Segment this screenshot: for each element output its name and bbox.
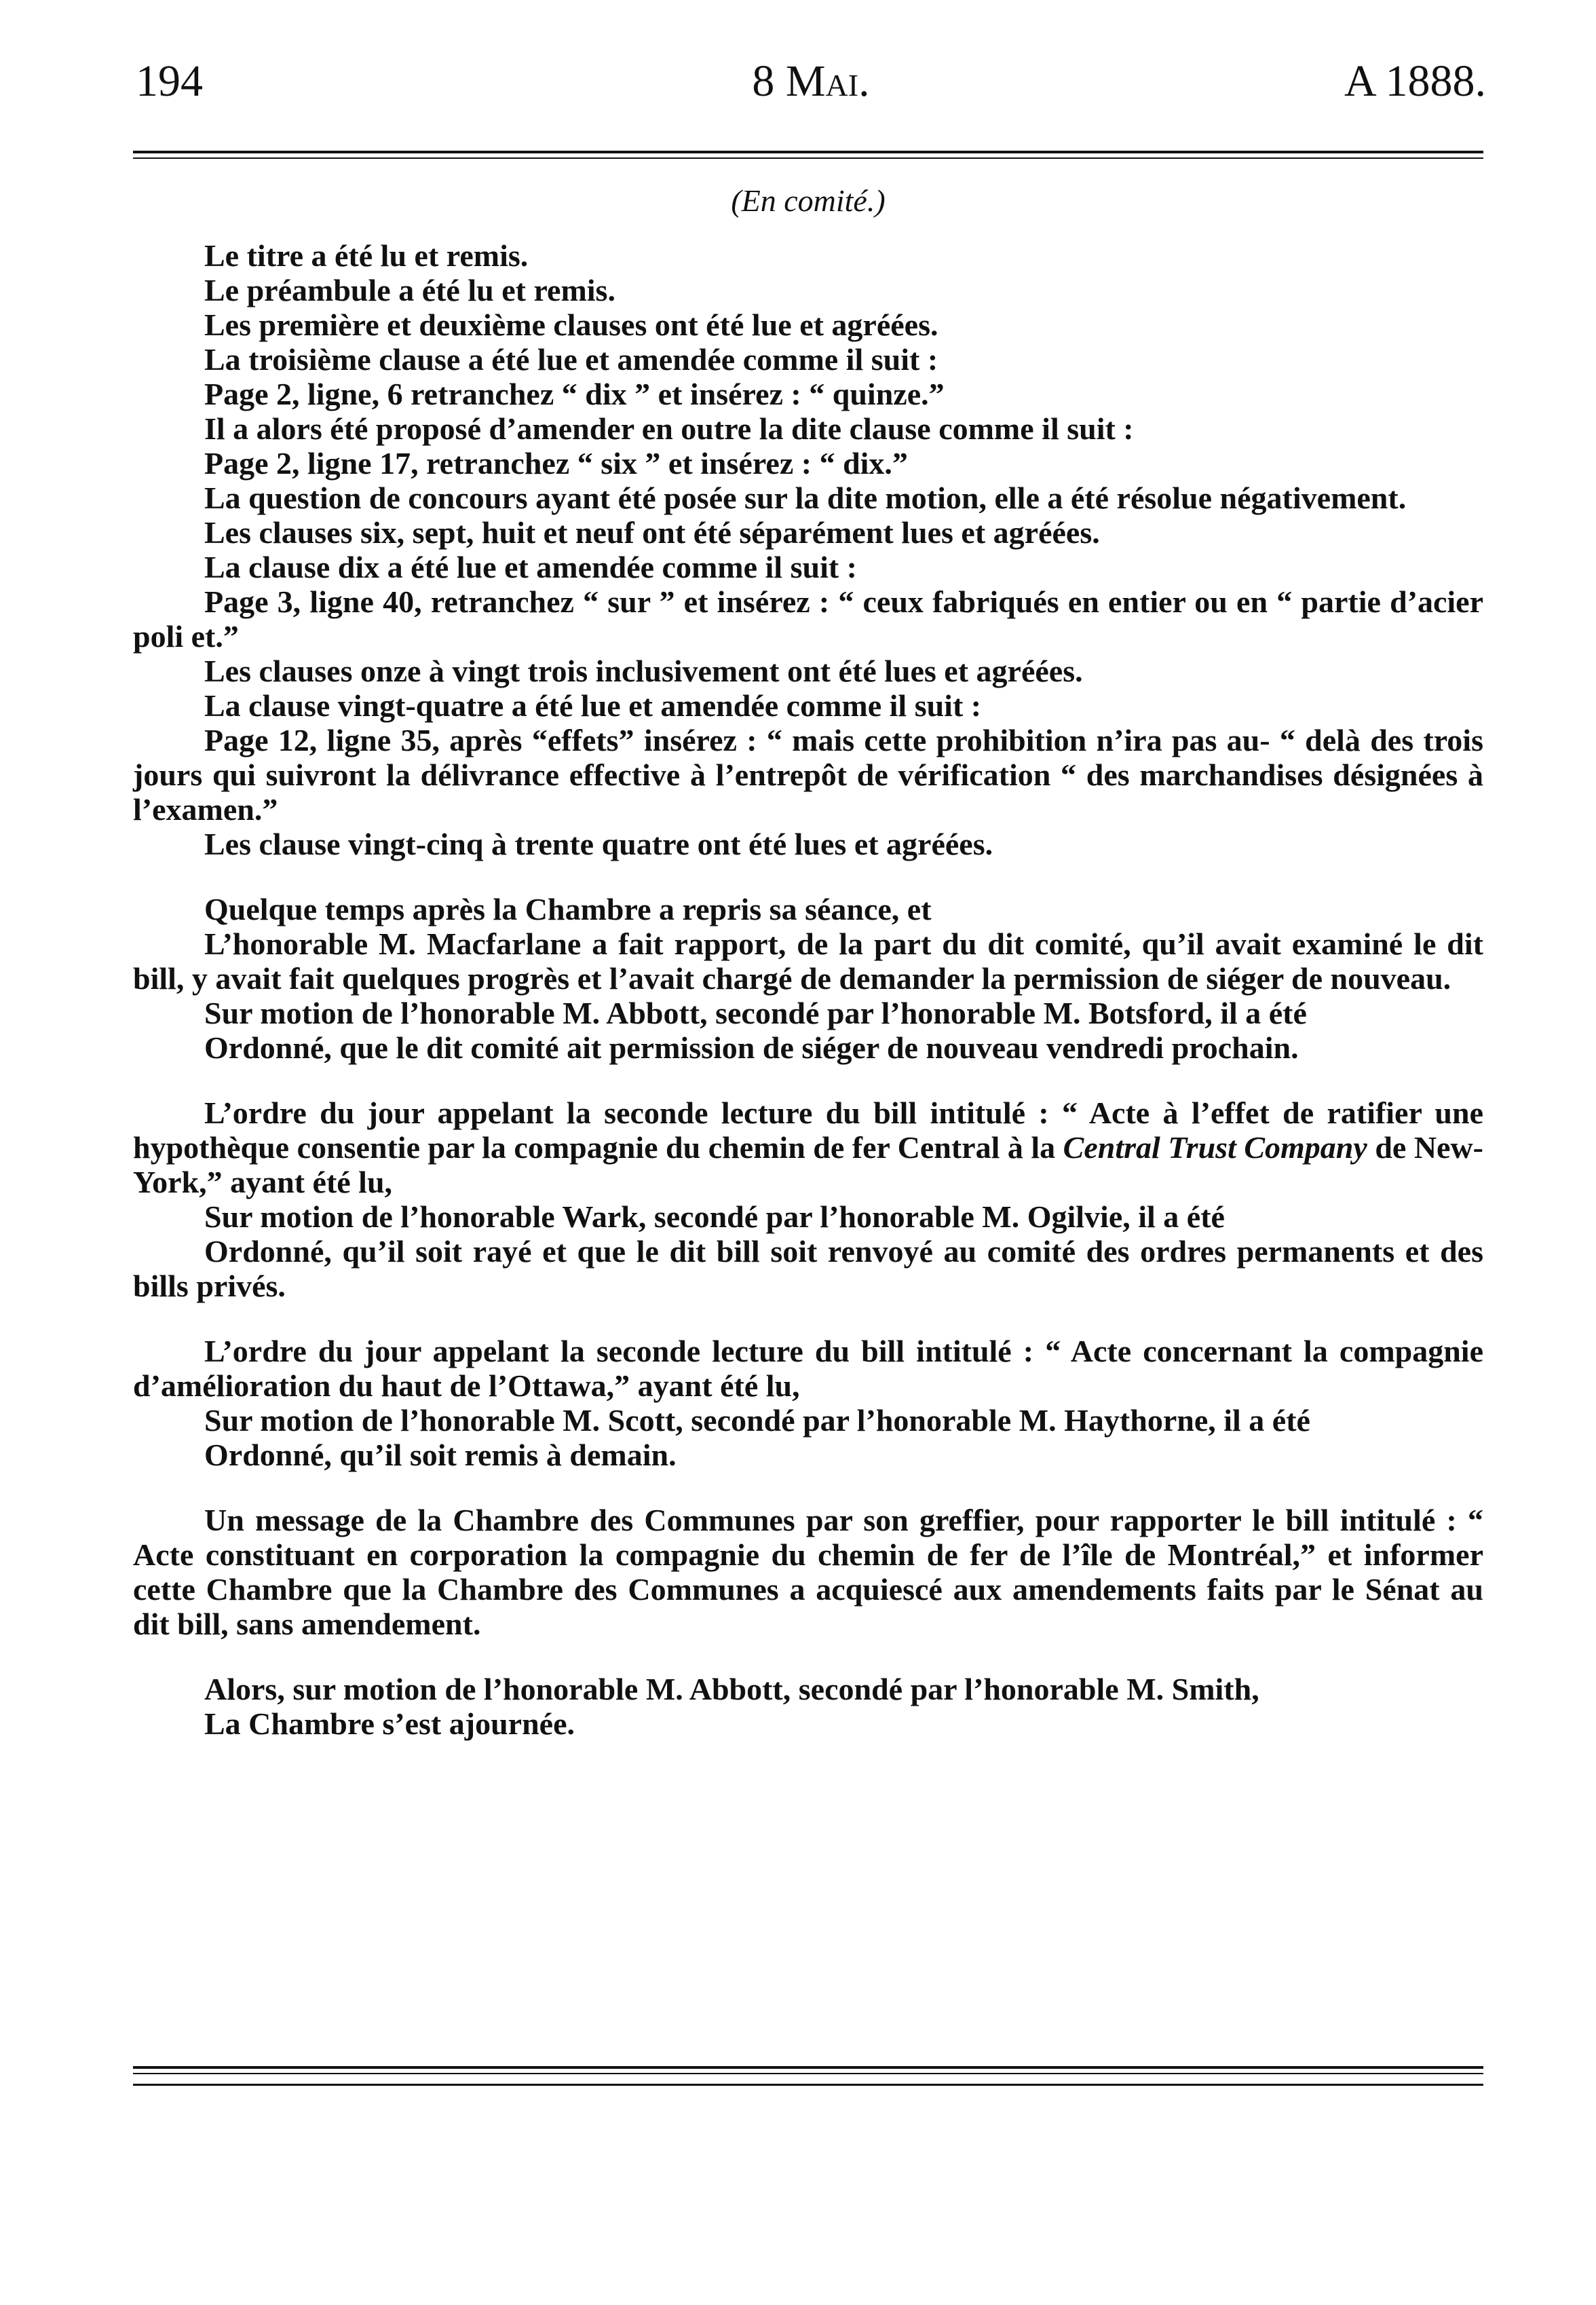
paragraph [133,1095,1483,1199]
footer-rule-secondary [133,2084,1483,2086]
paragraph: Le préambule a été lu et remis. [204,273,615,307]
paragraph: Il a alors été proposé d’amender en outre la dite clause comme il suit : [204,411,1134,446]
paragraph: La troisième clause a été lue et amendée comme il suit : [204,342,938,377]
paragraph: Ordonné, que le dit comité ait permission de siéger de nouveau vendredi prochain. [204,1030,1299,1065]
paragraph: La question de concours ayant été posée sur la dite motion, elle a été résolue négativement. [204,481,1407,515]
paragraph: La clause vingt-quatre a été lue et amendée comme il suit : [204,688,982,723]
paragraph: Page 3, ligne 40, retranchez “ sur ” et insérez : “ ceux fabriqués en entier ou en “ partie d’acier poli et.” [133,584,1483,654]
paragraph: Les clause vingt-cinq à trente quatre ont été lues et agréées. [204,827,993,861]
page-header [136,48,1486,115]
committee-heading: (En comité.) [731,183,886,218]
paragraph: L’honorable M. Macfarlane a fait rapport, de la part du dit comité, qu’il avait examiné le dit bill, y avait fait quelques progrès et l’avait chargé de demander la permission de siéger de nouveau. [133,926,1483,996]
paragraph-text: L’ordre du jour appelant la seconde lecture du bill intitulé : “ Acte à l’effet de ratifier une hypothèque consentie par la compagnie du chemin de fer Central à la [133,1095,1483,1165]
paragraph: Page 2, ligne, 6 retranchez “ dix ” et insérez : “ quinze.” [204,377,945,411]
paragraph: Les clauses onze à vingt trois inclusivement ont été lues et agréées. [204,654,1083,688]
paragraph: Page 12, ligne 35, après “effets” insérez : “ mais cette prohibition n’ira pas au- “ delà des trois jours qui suivront la délivrance effective à l’entrepôt de vérification “ des marchandises désignées à l’examen.” [133,723,1483,827]
paragraph: Ordonné, qu’il soit rayé et que le dit bill soit renvoyé au comité des ordres permanents et des bills privés. [133,1234,1483,1303]
header-date: 8 Mai. [752,56,870,106]
page-number: 194 [136,56,203,106]
italic-company-name: Central Trust Company [1063,1130,1367,1165]
paragraph: L’ordre du jour appelant la seconde lecture du bill intitulé : “ Acte concernant la compagnie d’amélioration du haut de l’Ottawa,” ayant été lu, [133,1334,1483,1403]
paragraph: Alors, sur motion de l’honorable M. Abbott, secondé par l’honorable M. Smith, [204,1672,1259,1706]
paragraph: Le titre a été lu et remis. [204,238,529,273]
header-year: A 1888. [1344,56,1486,106]
paragraph: Sur motion de l’honorable M. Abbott, secondé par l’honorable M. Botsford, il a été [204,996,1307,1030]
paragraph: Les première et deuxième clauses ont été lue et agréées. [204,307,938,342]
paragraph: Page 2, ligne 17, retranchez “ six ” et insérez : “ dix.” [204,446,908,481]
footer-rule [133,2066,1483,2074]
paragraph: Sur motion de l’honorable M. Scott, secondé par l’honorable M. Haythorne, il a été [204,1403,1310,1438]
paragraph: La Chambre s’est ajournée. [204,1706,575,1741]
header-rule [133,151,1483,159]
paragraph: Les clauses six, sept, huit et neuf ont été séparément lues et agréées. [204,515,1100,550]
paragraph-text: de New-York,” ayant été lu, [133,1130,1483,1199]
paragraph: Quelque temps après la Chambre a repris sa séance, et [204,892,932,926]
paragraph: Ordonné, qu’il soit remis à demain. [204,1438,677,1472]
paragraph: Un message de la Chambre des Communes par son greffier, pour rapporter le bill intitulé : “ Acte constituant en corporation la compagnie du chemin de fer de l’île de Montréal,” et informer cette Chambre que la Chambre des Communes a acquiescé aux amendements faits par le Sénat au dit bill, sans amendement. [133,1503,1483,1641]
paragraph: Sur motion de l’honorable Wark, secondé par l’honorable M. Ogilvie, il a été [204,1199,1225,1234]
page-body [133,183,1483,1741]
paragraph: La clause dix a été lue et amendée comme il suit : [204,550,857,584]
